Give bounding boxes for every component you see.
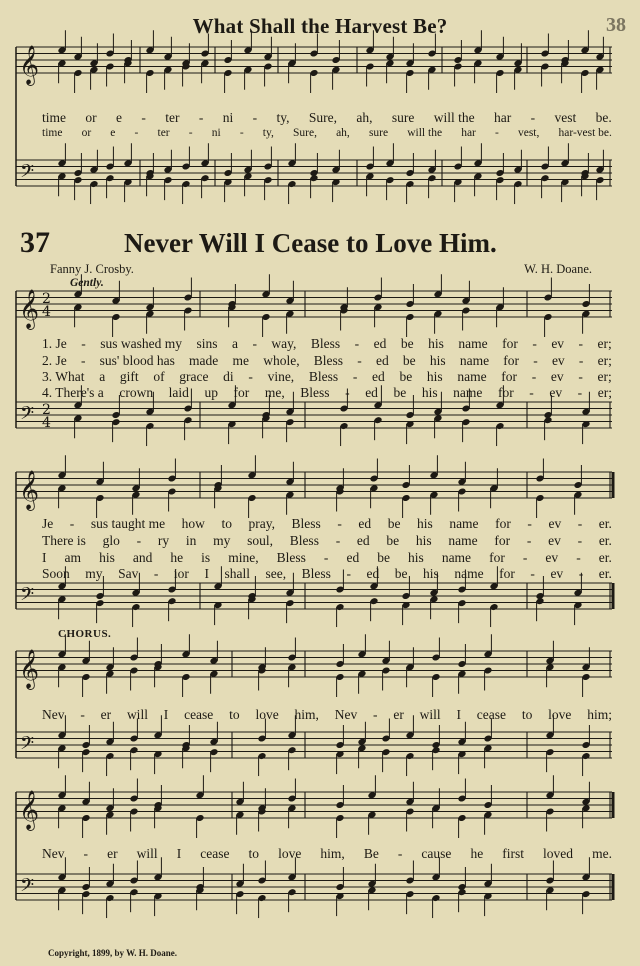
lyric-syllable: his: [426, 369, 443, 384]
lyric-syllable: sus' blood has: [99, 353, 175, 368]
lyric-syllable: -: [337, 516, 342, 531]
lyric-syllable: er.: [598, 566, 612, 581]
lyric-syllable: I: [204, 566, 209, 581]
lyric-syllable: e: [110, 127, 116, 139]
lyric-syllable: -: [578, 566, 584, 581]
lyric-syllable: made: [189, 353, 219, 368]
lyric-syllable: ty,: [276, 110, 290, 125]
lyric-syllable: will the: [407, 127, 443, 139]
lyric-syllable: for: [489, 550, 505, 565]
lyric-syllable: Sav: [118, 566, 139, 581]
lyric-syllable: -: [530, 566, 535, 581]
lyric-syllable: my: [213, 533, 231, 548]
lyric-syllable: er: [393, 707, 404, 722]
treble-clef: 𝄞: [19, 790, 40, 830]
lyric-syllable: er;: [597, 336, 612, 351]
lyric-syllable: ed: [356, 533, 370, 548]
lyric-syllable: ed: [358, 516, 372, 531]
lyric-syllable: -: [577, 516, 583, 531]
lyric-syllable: be: [387, 516, 401, 531]
lyric-syllable: -: [522, 550, 528, 565]
lyric-syllable: -: [80, 353, 86, 368]
lyric-syllable: gift: [119, 369, 139, 384]
lyric-syllable: be: [386, 533, 400, 548]
chorus-lyric-line: [42, 707, 612, 723]
lyric-syllable: -: [83, 846, 89, 861]
lyric-syllable: or: [81, 127, 92, 139]
lyric-syllable: -: [577, 385, 583, 400]
lyric-syllable: his: [99, 550, 115, 565]
lyric-syllable: for: [501, 369, 518, 384]
tempo-marking: Gently.: [70, 277, 104, 289]
lyric-syllable: ev: [548, 533, 561, 548]
lyric-syllable: Bless: [289, 533, 319, 548]
treble-clef: 𝄞: [19, 289, 40, 329]
lyric-syllable: him,: [294, 707, 319, 722]
lyric-syllable: 3. What: [42, 369, 85, 384]
lyric-syllable: -: [335, 533, 341, 548]
bass-clef: 𝄢: [20, 403, 35, 429]
lyric-syllable: name: [454, 566, 484, 581]
lyric-syllable: to: [229, 707, 240, 722]
lyric-syllable: love: [278, 846, 302, 861]
lyric-syllable: sins: [196, 336, 218, 351]
verse-line: [42, 369, 612, 385]
lyric-syllable: to: [521, 707, 533, 722]
lyric-syllable: am: [64, 550, 82, 565]
lyric-syllable: -: [578, 353, 584, 368]
lyric-syllable: my: [85, 566, 103, 581]
lyric-syllable: for: [503, 353, 520, 368]
lyric-syllable: be: [394, 566, 408, 581]
lyric-syllable: Sure,: [308, 110, 338, 125]
lyric-syllable: be: [402, 353, 416, 368]
lyric-syllable: for: [502, 336, 518, 351]
lyric-syllable: -: [239, 127, 244, 139]
treble-clef: 𝄞: [19, 649, 40, 689]
verse-line: [42, 566, 612, 582]
lyric-syllable: -: [346, 566, 351, 581]
lyric-syllable: ni: [222, 110, 234, 125]
lyric-syllable: ed: [346, 550, 360, 565]
lyric-syllable: see,: [265, 566, 287, 581]
lyric-syllable: will the: [433, 110, 475, 125]
lyric-syllable: Bless: [276, 550, 306, 565]
lyric-syllable: cease: [200, 846, 230, 861]
lyric-syllable: ah,: [356, 110, 373, 125]
lyric-syllable: -: [136, 533, 142, 548]
chorus-lyric-line: [42, 846, 612, 862]
lyric-syllable: time: [42, 127, 63, 139]
lyric-syllable: er.: [598, 516, 612, 531]
lyric-syllable: shall: [224, 566, 250, 581]
lyric-syllable: name: [441, 550, 472, 565]
lyric-syllable: vest: [554, 110, 577, 125]
lyric-syllable: I: [42, 550, 47, 565]
lyric-syllable: -: [526, 533, 532, 548]
lyric-syllable: crown: [119, 385, 154, 400]
lyric-syllable: love: [255, 707, 279, 722]
lyric-syllable: ev: [550, 369, 564, 384]
lyric-syllable: his: [429, 353, 446, 368]
lyric-syllable: Bless: [310, 336, 341, 351]
lyric-syllable: his: [417, 516, 433, 531]
lyric-syllable: Be: [363, 846, 379, 861]
lyric-syllable: he: [470, 846, 484, 861]
lyric-syllable: ev: [545, 550, 559, 565]
top-lyric-line-1: [42, 110, 612, 126]
lyric-syllable: Nev: [42, 846, 65, 861]
lyric-syllable: ed: [365, 385, 378, 400]
lyric-syllable: Sure,: [292, 127, 317, 139]
lyric-syllable: -: [576, 550, 581, 565]
hymn-title: Never Will I Cease to Love Him.: [124, 228, 497, 258]
lyric-syllable: be: [399, 369, 413, 384]
lyric-syllable: er: [100, 707, 112, 722]
lyric-syllable: him;: [587, 707, 612, 722]
lyric-syllable: me.: [592, 846, 612, 861]
page-number: 38: [606, 14, 626, 36]
lyric-syllable: cease: [476, 707, 507, 722]
lyric-syllable: love: [548, 707, 572, 722]
lyric-syllable: There is: [42, 533, 86, 548]
lyric-syllable: Bless: [308, 369, 339, 384]
lyric-syllable: to: [221, 516, 232, 531]
lyric-syllable: ev: [550, 566, 564, 581]
lyric-syllable: cause: [421, 846, 452, 861]
lyric-syllable: -: [198, 110, 204, 125]
lyric-syllable: and: [132, 550, 153, 565]
lyric-syllable: name: [459, 353, 490, 368]
lyric-syllable: -: [529, 385, 534, 400]
lyric-syllable: har-vest be.: [558, 127, 612, 139]
lyric-syllable: Bless: [300, 385, 330, 400]
lyric-syllable: -: [248, 369, 253, 384]
composer: W. H. Doane.: [524, 262, 592, 276]
treble-clef: 𝄞: [19, 470, 40, 510]
lyric-syllable: in: [185, 533, 197, 548]
lyric-syllable: -: [577, 533, 583, 548]
lyric-syllable: ty,: [262, 127, 274, 139]
lyric-syllable: Nev: [42, 707, 65, 722]
lyric-syllable: will: [419, 707, 441, 722]
lyric-syllable: of: [153, 369, 165, 384]
lyric-syllable: first: [502, 846, 524, 861]
lyric-syllable: ior: [173, 566, 189, 581]
lyric-syllable: mine,: [228, 550, 259, 565]
lyric-syllable: be: [400, 336, 414, 351]
lyric-syllable: er.: [598, 550, 612, 565]
lyric-syllable: di: [223, 369, 234, 384]
lyric-syllable: how: [181, 516, 205, 531]
verse-line: [42, 385, 612, 401]
lyric-syllable: be: [393, 385, 407, 400]
lyric-syllable: -: [530, 110, 536, 125]
author: Fanny J. Crosby.: [50, 262, 134, 276]
lyric-syllable: -: [153, 566, 159, 581]
lyric-syllable: for: [497, 385, 514, 400]
lyric-syllable: Soon: [42, 566, 70, 581]
verse-line: [42, 516, 612, 532]
lyric-syllable: vest,: [517, 127, 540, 139]
lyric-syllable: -: [495, 127, 499, 139]
lyric-syllable: name: [458, 336, 488, 351]
lyric-syllable: -: [345, 385, 350, 400]
lyric-syllable: sure: [391, 110, 415, 125]
lyric-syllable: vine,: [267, 369, 295, 384]
lyric-syllable: -: [533, 353, 538, 368]
lyric-syllable: for: [495, 516, 511, 531]
lyric-syllable: ter: [157, 127, 170, 139]
lyric-syllable: er.: [598, 533, 612, 548]
lyric-syllable: 4. There's a: [42, 385, 104, 400]
lyric-syllable: name: [453, 385, 483, 400]
lyric-syllable: sure: [368, 127, 389, 139]
lyric-syllable: ter: [165, 110, 180, 125]
verse-line: [42, 533, 612, 549]
lyric-syllable: e: [116, 110, 122, 125]
lyric-syllable: har: [461, 127, 476, 139]
lyric-syllable: sus taught me: [90, 516, 166, 531]
lyric-syllable: is: [201, 550, 211, 565]
lyric-syllable: or: [85, 110, 97, 125]
time-signature: 4: [42, 415, 51, 431]
bass-clef: 𝄢: [20, 875, 35, 901]
lyric-syllable: -: [81, 336, 86, 351]
lyric-syllable: 2. Je: [42, 353, 67, 368]
lyric-syllable: er: [107, 846, 118, 861]
lyric-syllable: ed: [366, 566, 380, 581]
lyric-syllable: me: [232, 353, 249, 368]
verse-line: [42, 550, 612, 566]
lyric-syllable: be: [377, 550, 390, 565]
lyric-syllable: name: [449, 516, 479, 531]
chorus-label: CHORUS.: [58, 628, 112, 640]
time-signature: 2: [42, 291, 51, 307]
lyric-syllable: for: [499, 566, 515, 581]
lyric-syllable: -: [357, 353, 362, 368]
lyric-syllable: glo: [102, 533, 120, 548]
lyric-syllable: ed: [373, 336, 387, 351]
lyric-syllable: ev: [551, 336, 565, 351]
bass-clef: 𝄢: [20, 733, 35, 759]
time-signature: 2: [42, 402, 51, 418]
lyric-syllable: for: [494, 533, 511, 548]
lyric-syllable: Nev: [334, 707, 358, 722]
lyric-syllable: to: [248, 846, 260, 861]
lyric-syllable: a: [99, 369, 106, 384]
lyric-syllable: -: [352, 369, 358, 384]
lyric-syllable: name: [457, 369, 487, 384]
lyric-syllable: -: [531, 369, 537, 384]
lyric-syllable: ev: [548, 516, 562, 531]
lyric-syllable: up: [204, 385, 218, 400]
lyric-syllable: time: [42, 110, 66, 125]
lyric-syllable: he: [170, 550, 184, 565]
lyric-syllable: way,: [271, 336, 297, 351]
lyric-syllable: ah,: [336, 127, 350, 139]
lyric-syllable: er;: [597, 369, 612, 384]
verse-line: [42, 336, 612, 352]
lyric-syllable: Bless: [301, 566, 331, 581]
lyric-syllable: loved: [543, 846, 574, 861]
lyric-syllable: Je: [42, 516, 54, 531]
bass-clef: 𝄢: [20, 161, 35, 187]
lyric-syllable: his: [428, 336, 444, 351]
lyric-syllable: -: [134, 127, 139, 139]
lyric-syllable: his: [415, 533, 432, 548]
lyric-syllable: -: [252, 336, 257, 351]
lyric-syllable: Bless: [313, 353, 344, 368]
lyric-syllable: grace: [179, 369, 209, 384]
lyric-syllable: Bless: [291, 516, 321, 531]
lyric-syllable: -: [323, 550, 329, 565]
lyric-syllable: -: [578, 369, 583, 384]
lyric-syllable: -: [69, 516, 75, 531]
lyric-syllable: -: [188, 127, 193, 139]
lyric-syllable: -: [527, 516, 532, 531]
lyric-syllable: laid: [168, 385, 189, 400]
verse-line: [42, 353, 612, 369]
lyric-syllable: I: [176, 846, 182, 861]
lyric-syllable: -: [252, 110, 258, 125]
top-lyric-line-2: [42, 127, 612, 139]
top-hymn-title: What Shall the Harvest Be?: [192, 14, 448, 38]
lyric-syllable: ry: [157, 533, 170, 548]
lyric-syllable: -: [141, 110, 146, 125]
lyric-syllable: -: [397, 846, 403, 861]
lyric-syllable: 1. Je: [42, 336, 67, 351]
lyric-syllable: a: [231, 336, 238, 351]
lyric-syllable: ed: [372, 369, 385, 384]
lyric-syllable: er;: [597, 353, 612, 368]
lyric-syllable: har: [494, 110, 512, 125]
lyric-syllable: me,: [264, 385, 285, 400]
lyric-syllable: will: [136, 846, 158, 861]
lyric-syllable: name: [448, 533, 478, 548]
lyric-syllable: pray,: [248, 516, 275, 531]
lyric-syllable: him,: [320, 846, 345, 861]
lyric-syllable: -: [354, 336, 360, 351]
lyric-syllable: -: [578, 336, 584, 351]
lyric-syllable: I: [456, 707, 461, 722]
time-signature: 4: [42, 304, 51, 320]
lyric-syllable: whole,: [263, 353, 300, 368]
lyric-syllable: his: [421, 385, 438, 400]
lyric-syllable: ed: [375, 353, 389, 368]
bass-clef: 𝄢: [20, 584, 35, 610]
lyric-syllable: -: [80, 707, 85, 722]
lyric-syllable: ev: [551, 353, 565, 368]
lyric-syllable: -: [532, 336, 537, 351]
lyric-syllable: his: [408, 550, 424, 565]
lyric-syllable: cease: [184, 707, 214, 722]
lyric-syllable: I: [163, 707, 169, 722]
lyric-syllable: -: [373, 707, 378, 722]
lyric-syllable: sus washed my: [100, 336, 182, 351]
treble-clef: 𝄞: [19, 45, 40, 85]
lyric-syllable: for: [233, 385, 250, 400]
lyric-syllable: ni: [211, 127, 221, 139]
lyric-syllable: er;: [597, 385, 612, 400]
hymn-number: 37: [20, 226, 50, 259]
lyric-syllable: soul,: [247, 533, 273, 548]
lyric-syllable: his: [423, 566, 439, 581]
lyric-syllable: ev: [549, 385, 563, 400]
lyric-syllable: be.: [595, 110, 612, 125]
copyright-notice: Copyright, 1899, by W. H. Doane.: [48, 948, 178, 958]
lyric-syllable: will: [126, 707, 148, 722]
